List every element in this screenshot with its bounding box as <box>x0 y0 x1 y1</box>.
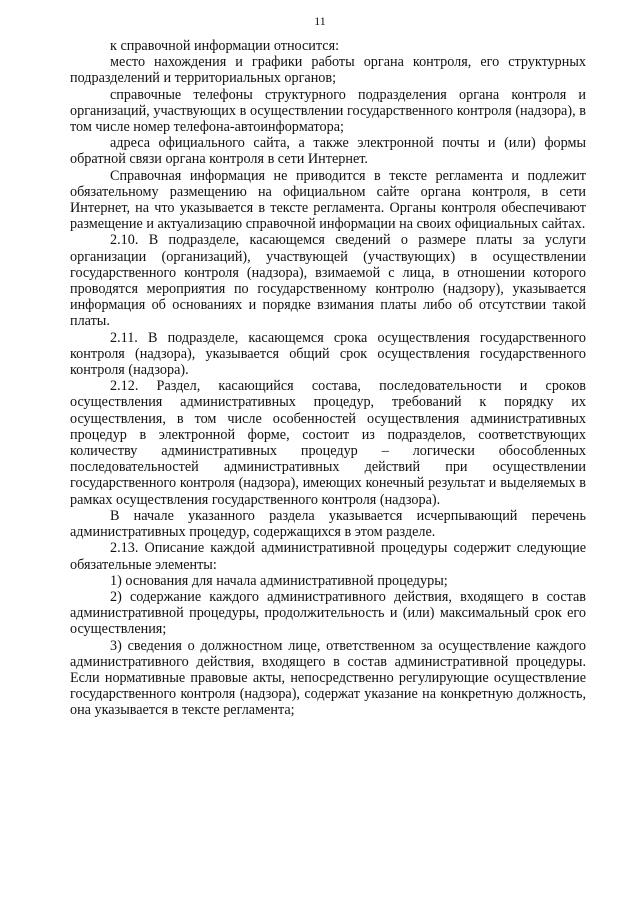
paragraph: 1) основания для начала административной процедуры; <box>110 572 448 589</box>
paragraph: справочные телефоны структурного подразделения органа контроля и организаций, участвующих в осуществлении государственного контроля (надзора), в том числе номер телефона-автоинформатора; <box>70 86 586 136</box>
paragraph: 2.10. В подразделе, касающемся сведений о размере платы за услуги организации (организаций), участвующей (участвующих) в осуществлении государственного контроля (надзора), взимаемой с лица, в отношении которого проводятся мероприятия по государственному контролю (надзору), указывается информация об основаниях и порядке взимания платы либо об отсутствии такой платы. <box>70 232 586 330</box>
paragraph: к справочной информации относится: <box>110 38 340 54</box>
document-body <box>70 38 586 719</box>
paragraph: место нахождения и графики работы органа контроля, его структурных подразделений и территориальных органов; <box>70 54 586 87</box>
paragraph: 2.13. Описание каждой административной процедуры содержит следующие обязательные элементы: <box>70 540 586 573</box>
paragraph: 3) сведения о должностном лице, ответственном за осуществление каждого административного действия, входящего в состав административной процедуры. Если нормативные правовые акты, непосредственно регулирующие осуществление государственного контроля (надзора), содержат указание на конкретную должность, она указывается в тексте регламента; <box>70 637 586 719</box>
page-number: 11 <box>314 14 326 28</box>
paragraph: адреса официального сайта, а также электронной почты и (или) формы обратной связи органа контроля в сети Интернет. <box>70 135 586 168</box>
paragraph: В начале указанного раздела указывается исчерпывающий перечень административных процедур, содержащихся в этом разделе. <box>70 507 586 541</box>
paragraph: 2) содержание каждого административного действия, входящего в состав административной процедуры, продолжительность и (или) максимальный срок его осуществления; <box>70 588 586 638</box>
paragraph: Справочная информация не приводится в тексте регламента и подлежит обязательному размещению на официальном сайте органа контроля, в сети Интернет, на что указывается в тексте регламента. Органы контроля обеспечивают размещение и актуализацию справочной информации на своих официальных сайтах. <box>70 167 586 233</box>
paragraph: 2.11. В подразделе, касающемся срока осуществления государственного контроля (надзора), указывается общий срок осуществления государственного контроля (надзора). <box>70 329 586 379</box>
paragraph: 2.12. Раздел, касающийся состава, последовательности и сроков осуществления административных процедур, требований к порядку их осуществления, в том числе особенностей осуществления административных процедур в электронной форме, состоит из подразделов, соответствующих количеству административных процедур – логически обособленных последовательностей административных действий при осуществлении государственного контроля (надзора), имеющих конечный результат и выделяемых в рамках осуществления государственного контроля (надзора). <box>70 378 586 508</box>
